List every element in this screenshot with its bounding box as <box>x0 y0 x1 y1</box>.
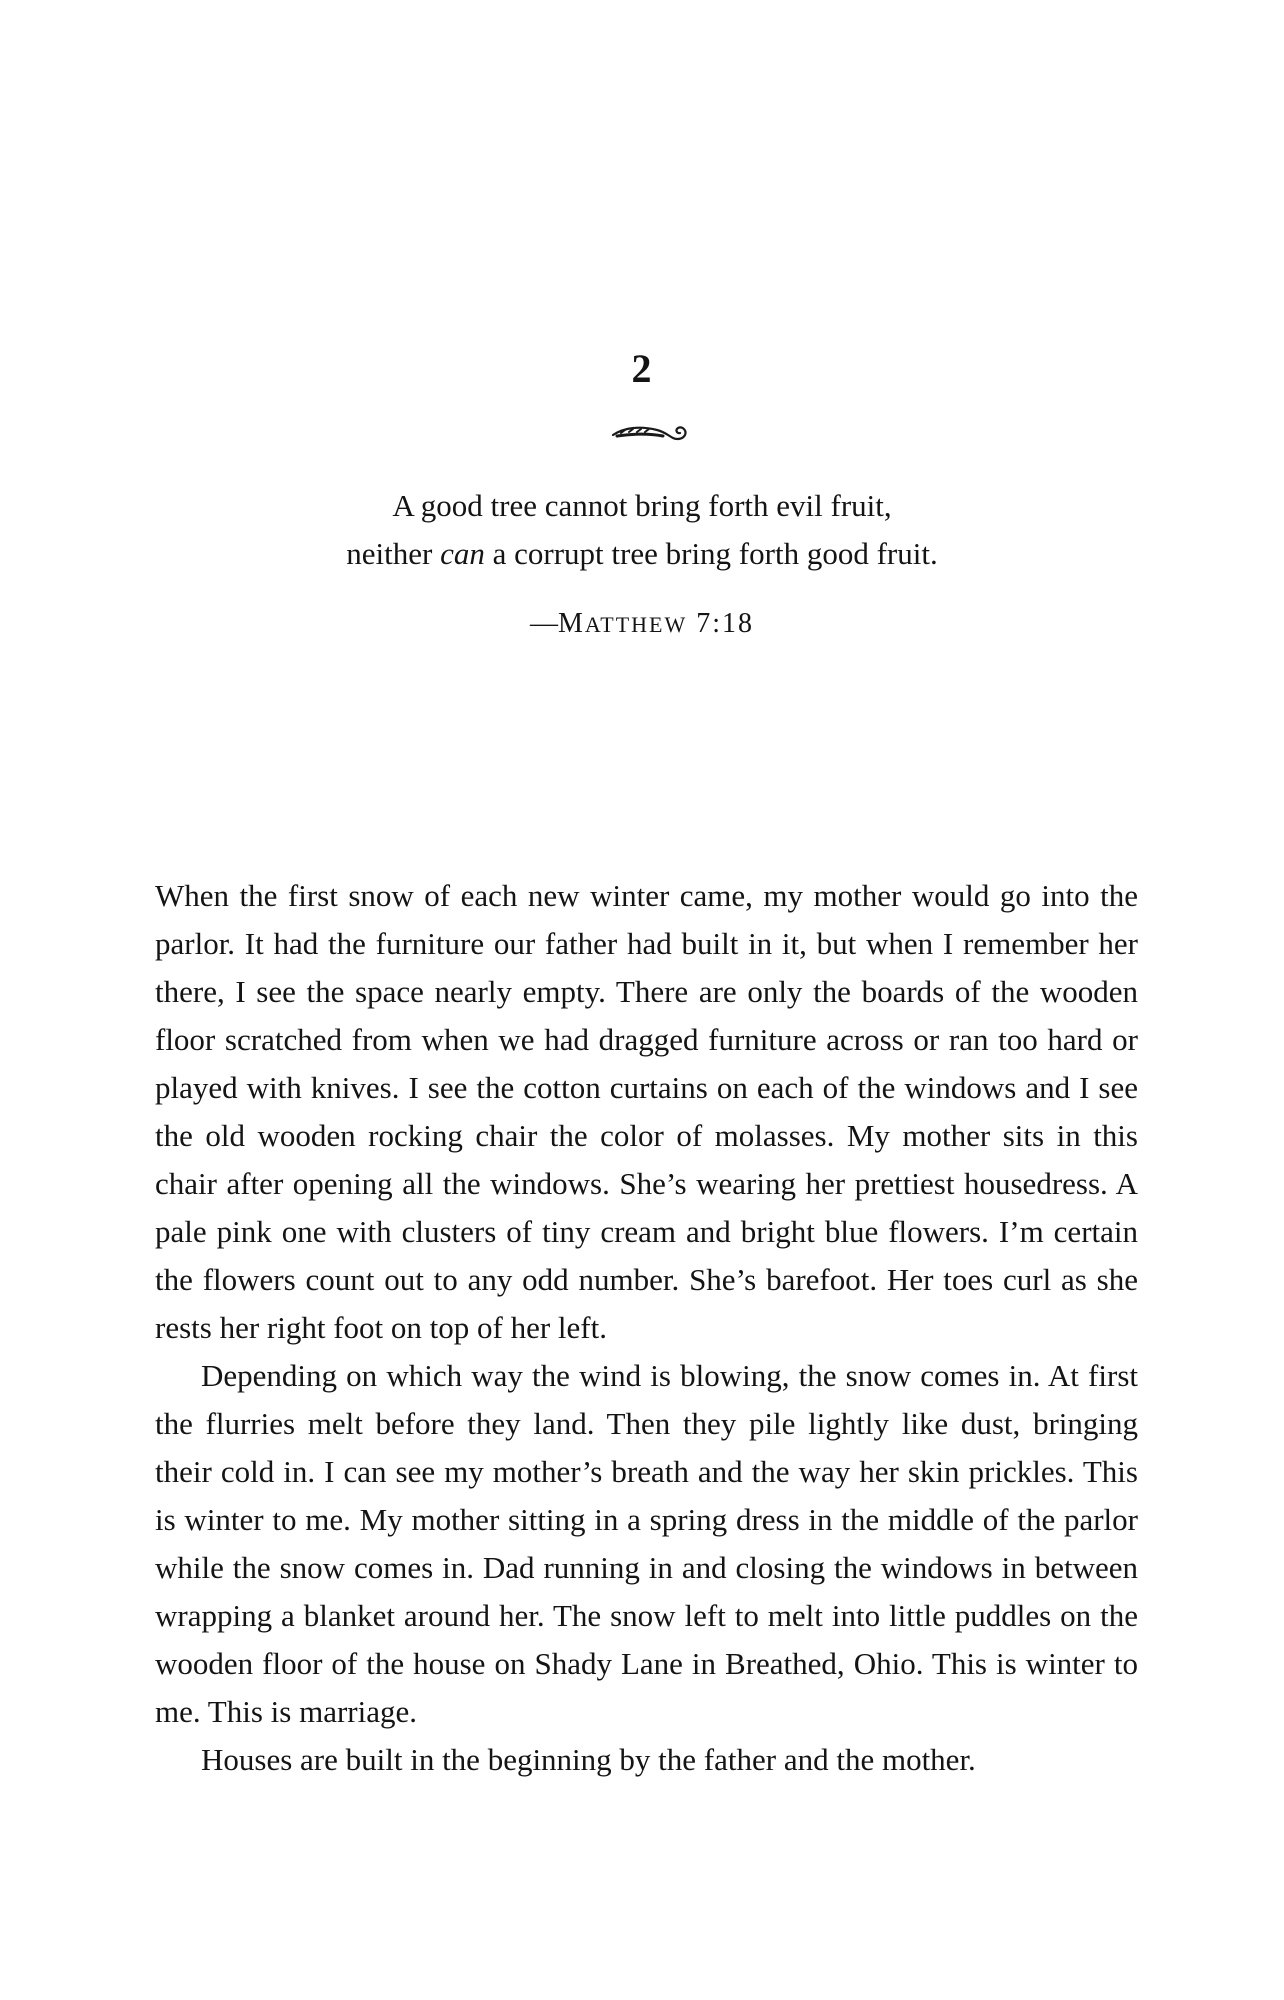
paragraph-1: When the first snow of each new winter came, my mother would go into the parlor. It had the furniture our father had built in it, but when I remember her there, I see the space nearly empty. There are only the boards of the wooden floor scratched from when we had dragged furniture across or ran too hard or played with knives. I see the cotton curtains on each of the windows and I see the old wooden rocking chair the color of molasses. My mother sits in this chair after opening all the windows. She’s wearing her prettiest housedress. A pale pink one with clusters of tiny cream and bright blue flowers. I’m certain the flowers count out to any odd number. She’s barefoot. Her toes curl as she rests her right foot on top of her left. <box>155 878 1138 1345</box>
attribution-initial: M <box>557 608 585 639</box>
epigraph-italic-word: can <box>440 536 485 571</box>
epigraph-attribution <box>0 608 1284 640</box>
body-text <box>155 872 1138 1784</box>
epigraph-line-1: A good tree cannot bring forth evil fruit, <box>392 488 892 523</box>
flourish-ornament-icon <box>611 418 691 444</box>
paragraph-3: Houses are built in the beginning by the father and the mother. <box>201 1742 976 1777</box>
epigraph <box>0 482 1284 578</box>
attribution-name: ATTHEW <box>584 612 688 637</box>
epigraph-line-2-start: neither <box>346 536 441 571</box>
attribution-reference: 7:18 <box>696 608 755 639</box>
epigraph-line-2-end: a corrupt tree bring forth good fruit. <box>484 536 938 571</box>
attribution-dash: — <box>529 608 558 639</box>
chapter-number: 2 <box>631 346 653 391</box>
epigraph-line-2 <box>0 530 1284 578</box>
paragraph-2: Depending on which way the wind is blowing, the snow comes in. At first the flurries melt before they land. Then they pile lightly like dust, bringing their cold in. I can see my mother’s breath and the way her skin prickles. This is winter to me. My mother sitting in a spring dress in the middle of the parlor while the snow comes in. Dad running in and closing the windows in between wrapping a blanket around her. The snow left to melt into little puddles on the wooden floor of the house on Shady Lane in Breathed, Ohio. This is winter to me. This is marriage. <box>155 1358 1138 1729</box>
